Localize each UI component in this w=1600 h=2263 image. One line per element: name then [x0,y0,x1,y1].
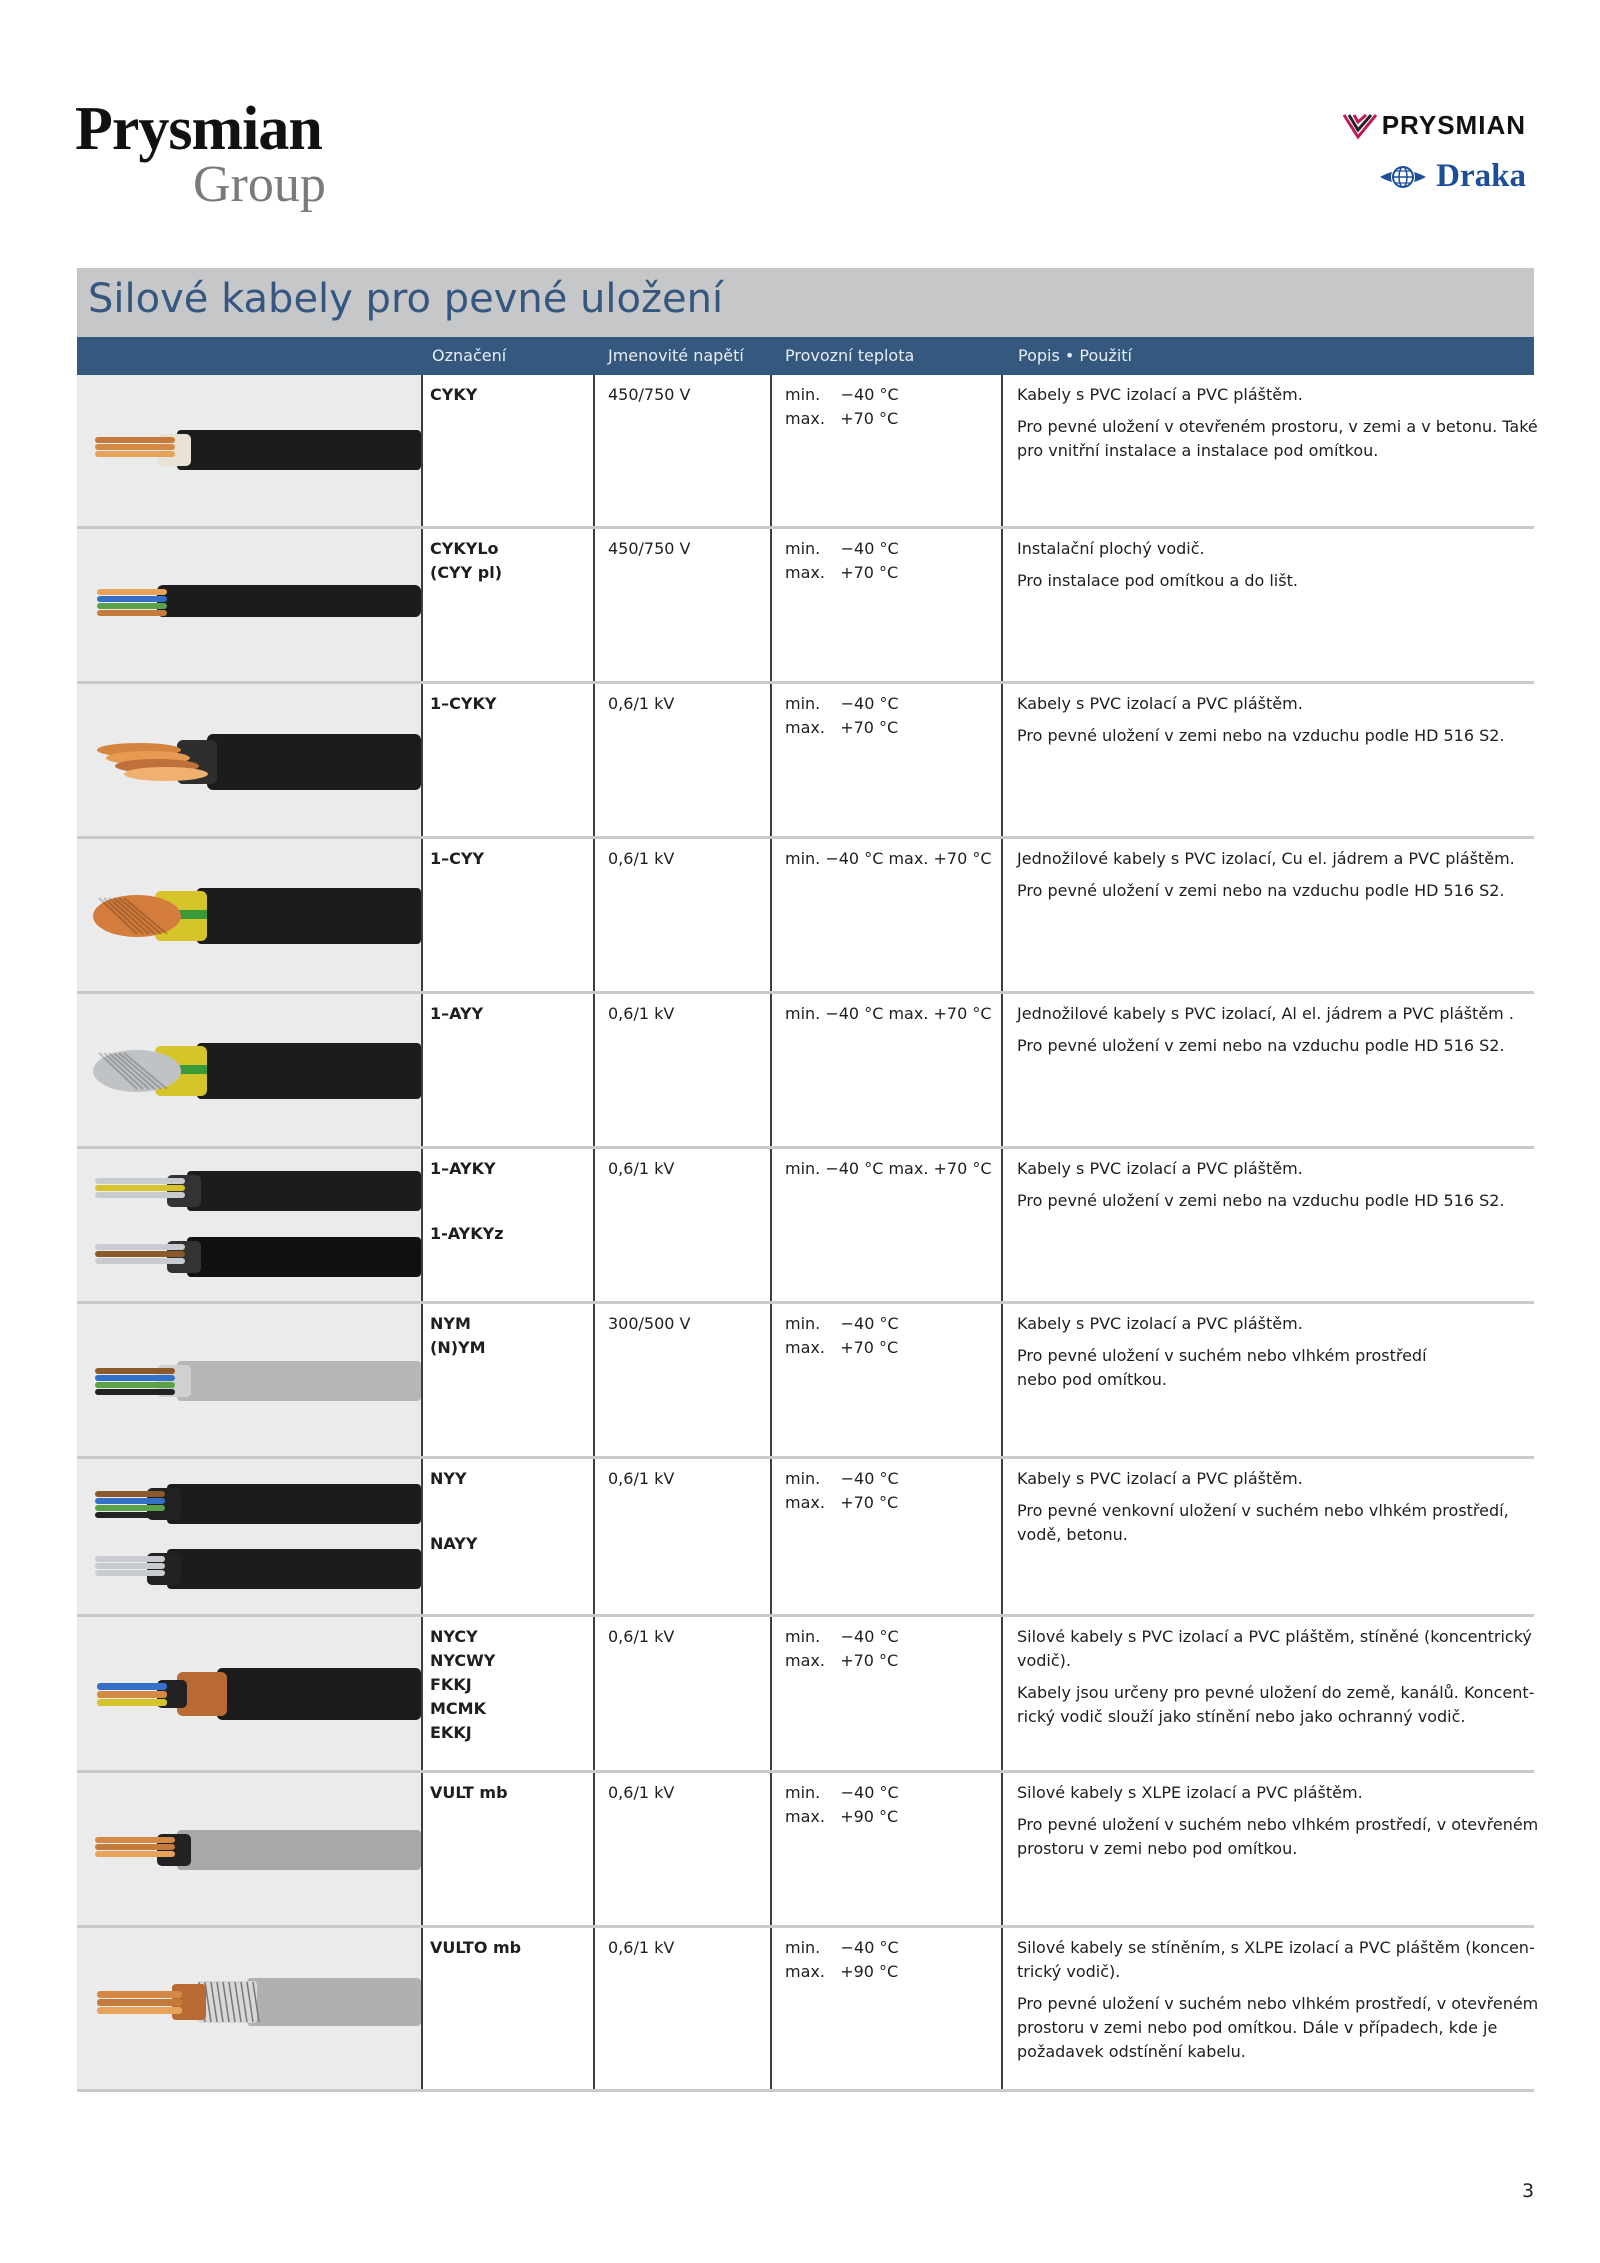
cable-image [77,1928,421,2089]
temperature-line: max. +70 °C [785,718,899,737]
column-divider [593,839,595,991]
column-divider [770,1304,772,1456]
description-line: Kabely s PVC izolací a PVC pláštěm. [1017,1314,1303,1333]
description-line: Pro pevné uložení v suchém nebo vlhkém prostředí, v otevřeném [1017,1994,1539,2013]
description-line: Pro pevné uložení v zemi nebo na vzduchu podle HD 516 S2. [1017,1191,1505,1210]
description [1017,1467,1509,1547]
description-line: pro vnitřní instalace a instalace pod omítkou. [1017,441,1379,460]
rated-voltage: 0,6/1 kV [608,1627,675,1646]
cable-photo [77,529,421,681]
column-divider [770,375,772,526]
designation-line: (CYY pl) [430,563,503,582]
cable-image [77,529,421,681]
designation-line: 1–CYY [430,849,485,868]
column-header-designation: Označení [432,346,507,365]
page-title: Silové kabely pro pevné uložení [88,276,724,322]
column-divider [593,1617,595,1770]
temperature-line: max. +90 °C [785,1807,899,1826]
description-line: Silové kabely s XLPE izolací a PVC pláštěm. [1017,1783,1363,1802]
column-divider [1001,375,1003,526]
column-divider [421,1149,423,1301]
column-divider [421,1773,423,1925]
description-line: vodič). [1017,1651,1071,1670]
temperature-line: max. +70 °C [785,563,899,582]
rated-voltage: 0,6/1 kV [608,849,675,868]
cable-image [77,375,421,526]
cable-designation [430,1467,467,1491]
logo-line-2: Group [193,156,326,213]
description-line: Silové kabely se stíněním, s XLPE izolací a PVC pláštěm (koncen- [1017,1938,1535,1957]
temperature-line: min. −40 °C [785,1783,899,1802]
description-line: prostoru v zemi nebo pod omítkou. [1017,1839,1298,1858]
designation-line: NYCWY [430,1651,496,1670]
column-divider [770,994,772,1146]
table-row [77,375,1538,529]
operating-temperature [785,1467,899,1515]
description-line: trický vodič). [1017,1962,1121,1981]
rated-voltage: 0,6/1 kV [608,694,675,713]
designation-line: VULTO mb [430,1938,522,1957]
table-row [77,1773,1539,1928]
column-divider [770,1773,772,1925]
table-row [77,1149,1534,1304]
rated-voltage: 0,6/1 kV [608,1004,675,1023]
column-divider [770,1149,772,1301]
operating-temperature [785,847,992,871]
operating-temperature [785,692,899,740]
column-divider [1001,1304,1003,1456]
cable-image [77,994,421,1146]
designation-line: VULT mb [430,1783,508,1802]
column-divider [421,994,423,1146]
designation-line: EKKJ [430,1723,472,1742]
designation-line: 1–CYKY [430,694,497,713]
operating-temperature [785,537,899,585]
table-row [77,684,1534,839]
column-divider [1001,1459,1003,1614]
column-divider [421,684,423,836]
temperature-line: min. −40 °C [785,1314,899,1333]
operating-temperature [785,1002,992,1026]
column-divider [770,1928,772,2089]
description [1017,847,1515,903]
cable-image [77,1304,421,1456]
operating-temperature [785,1157,992,1181]
column-divider [593,1304,595,1456]
description-line: Pro pevné uložení v suchém nebo vlhkém prostředí, v otevřeném [1017,1815,1539,1834]
description-line: Kabely s PVC izolací a PVC pláštěm. [1017,385,1303,404]
cable-photo [77,994,421,1146]
cable-designation [430,537,502,585]
column-divider [770,529,772,681]
description-line: požadavek odstínění kabelu. [1017,2042,1246,2061]
cable-designation [430,692,496,716]
temperature-line: min. −40 °C max. +70 °C [785,849,992,868]
cable-photo [77,1304,421,1456]
designation-line: 1–AYY [430,1004,484,1023]
description [1017,692,1505,748]
rated-voltage: 450/750 V [608,539,691,558]
cable-photo [77,684,421,836]
column-divider [1001,994,1003,1146]
cable-image [77,1617,421,1770]
page-number: 3 [1522,2180,1535,2202]
cable-image [77,1773,421,1925]
designation-line: CYKYLo [430,539,499,558]
temperature-line: max. +70 °C [785,409,899,428]
draka-globe-icon [1378,160,1428,194]
table-row [77,1617,1534,1773]
column-header-temperature: Provozní teplota [785,346,915,365]
temperature-line: min. −40 °C [785,1938,899,1957]
column-divider [1001,1617,1003,1770]
cable-designation [430,383,477,407]
column-divider [593,1773,595,1925]
designation-line: MCMK [430,1699,486,1718]
cable-designation [430,1002,483,1026]
description-line: nebo pod omítkou. [1017,1370,1168,1389]
rated-voltage: 0,6/1 kV [608,1469,675,1488]
rated-voltage: 300/500 V [608,1314,691,1333]
table-row [77,1928,1539,2092]
description-line: Jednožilové kabely s PVC izolací, Al el. jádrem a PVC pláštěm . [1017,1004,1514,1023]
draka-brand-text: Draka [1436,158,1526,194]
designation-line: FKKJ [430,1675,472,1694]
description [1017,1157,1505,1213]
column-divider [421,375,423,526]
rated-voltage: 0,6/1 kV [608,1159,675,1178]
operating-temperature [785,1312,899,1360]
designation-line: (N)YM [430,1338,486,1357]
description-line: Pro pevné uložení v zemi nebo na vzduchu podle HD 516 S2. [1017,1036,1505,1055]
column-divider [421,1304,423,1456]
column-divider [421,1459,423,1614]
column-divider [593,1459,595,1614]
description-line: Pro pevné uložení v suchém nebo vlhkém prostředí [1017,1346,1427,1365]
prysmian-mark-icon [1342,111,1378,141]
column-divider [1001,529,1003,681]
description-line: Kabely s PVC izolací a PVC pláštěm. [1017,1159,1303,1178]
cable-photo [77,1773,421,1925]
cable-photo [77,1617,421,1770]
temperature-line: max. +90 °C [785,1962,899,1981]
column-divider [770,1617,772,1770]
cable-photo [77,1149,421,1301]
operating-temperature [785,1781,899,1829]
column-divider [593,375,595,526]
column-divider [593,529,595,681]
column-divider [1001,1149,1003,1301]
cable-designation [430,847,484,871]
description-line: prostoru v zemi nebo pod omítkou. Dále v případech, kde je [1017,2018,1498,2037]
temperature-line: max. +70 °C [785,1651,899,1670]
description-line: vodě, betonu. [1017,1525,1128,1544]
description-line: Kabely jsou určeny pro pevné uložení do země, kanálů. Koncent- [1017,1683,1535,1702]
table-row [77,1459,1534,1617]
cable-photo [77,375,421,526]
operating-temperature [785,1936,899,1984]
designation-line: 1–AYKY [430,1159,496,1178]
column-divider [770,684,772,836]
rated-voltage: 0,6/1 kV [608,1938,675,1957]
description-line: Pro instalace pod omítkou a do lišt. [1017,571,1298,590]
operating-temperature [785,383,899,431]
description-line: Silové kabely s PVC izolací a PVC pláštěm, stíněné (koncentrický [1017,1627,1532,1646]
designation-line: CYKY [430,385,478,404]
prysmian-brand-text: PRYSMIAN [1381,110,1526,140]
temperature-line: min. −40 °C [785,1627,899,1646]
column-divider [593,1149,595,1301]
prysmian-brand-logo [1342,110,1526,141]
cable-designation [430,1781,508,1805]
description [1017,537,1298,593]
column-divider [421,1928,423,2089]
table-row [77,1304,1534,1459]
column-header-voltage: Jmenovité napětí [608,346,744,365]
cable-photo [77,1928,421,2089]
table-row [77,529,1534,684]
description-line: Pro pevné venkovní uložení v suchém nebo vlhkém prostředí, [1017,1501,1509,1520]
column-divider [593,994,595,1146]
cable-photo [77,839,421,991]
description-line: Pro pevné uložení v zemi nebo na vzduchu podle HD 516 S2. [1017,881,1505,900]
designation-line: NYCY [430,1627,478,1646]
temperature-line: min. −40 °C max. +70 °C [785,1159,992,1178]
table-row [77,994,1534,1149]
description [1017,1936,1538,2064]
table-row [77,839,1534,994]
temperature-line: max. +70 °C [785,1493,899,1512]
column-divider [770,839,772,991]
cable-designation [430,1936,521,1960]
description [1017,1625,1534,1729]
description [1017,1312,1427,1392]
description-line: Kabely s PVC izolací a PVC pláštěm. [1017,1469,1303,1488]
column-divider [1001,1928,1003,2089]
temperature-line: min. −40 °C [785,539,899,558]
title-band [77,268,1534,337]
description [1017,383,1538,463]
description-line: rický vodič slouží jako stínění nebo jako ochranný vodič. [1017,1707,1466,1726]
description-line: Kabely s PVC izolací a PVC pláštěm. [1017,694,1303,713]
column-divider [1001,1773,1003,1925]
logo-line-1: Prysmian [75,95,322,163]
cable-image [77,1149,421,1301]
description [1017,1781,1538,1861]
rated-voltage: 450/750 V [608,385,691,404]
temperature-line: min. −40 °C [785,1469,899,1488]
column-header-description: Popis • Použití [1018,346,1132,365]
cable-image [77,684,421,836]
temperature-line: min. −40 °C [785,385,899,404]
cable-image [77,1459,421,1614]
description-line: Jednožilové kabely s PVC izolací, Cu el. jádrem a PVC pláštěm. [1017,849,1515,868]
column-divider [1001,839,1003,991]
prysmian-group-logo [75,95,326,213]
rated-voltage: 0,6/1 kV [608,1783,675,1802]
table-header [77,337,1534,375]
cable-photo [77,1459,421,1614]
cable-image [77,839,421,991]
cable-designation-secondary: 1-AYKYz [430,1224,504,1243]
description [1017,1002,1514,1058]
column-divider [593,684,595,836]
column-divider [770,1459,772,1614]
column-divider [421,839,423,991]
column-divider [1001,684,1003,836]
temperature-line: min. −40 °C max. +70 °C [785,1004,992,1023]
designation-line: NYM [430,1314,471,1333]
column-divider [593,1928,595,2089]
cable-designation [430,1625,495,1745]
designation-line: NYY [430,1469,467,1488]
description-line: Pro pevné uložení v zemi nebo na vzduchu podle HD 516 S2. [1017,726,1505,745]
description-line: Instalační plochý vodič. [1017,539,1205,558]
column-divider [421,1617,423,1770]
description-line: Pro pevné uložení v otevřeném prostoru, v zemi a v betonu. Také [1017,417,1538,436]
column-divider [421,529,423,681]
draka-brand-logo [1378,158,1526,195]
cable-designation [430,1157,496,1181]
cable-designation [430,1312,486,1360]
cable-designation-secondary: NAYY [430,1534,478,1553]
operating-temperature [785,1625,899,1673]
temperature-line: max. +70 °C [785,1338,899,1357]
temperature-line: min. −40 °C [785,694,899,713]
